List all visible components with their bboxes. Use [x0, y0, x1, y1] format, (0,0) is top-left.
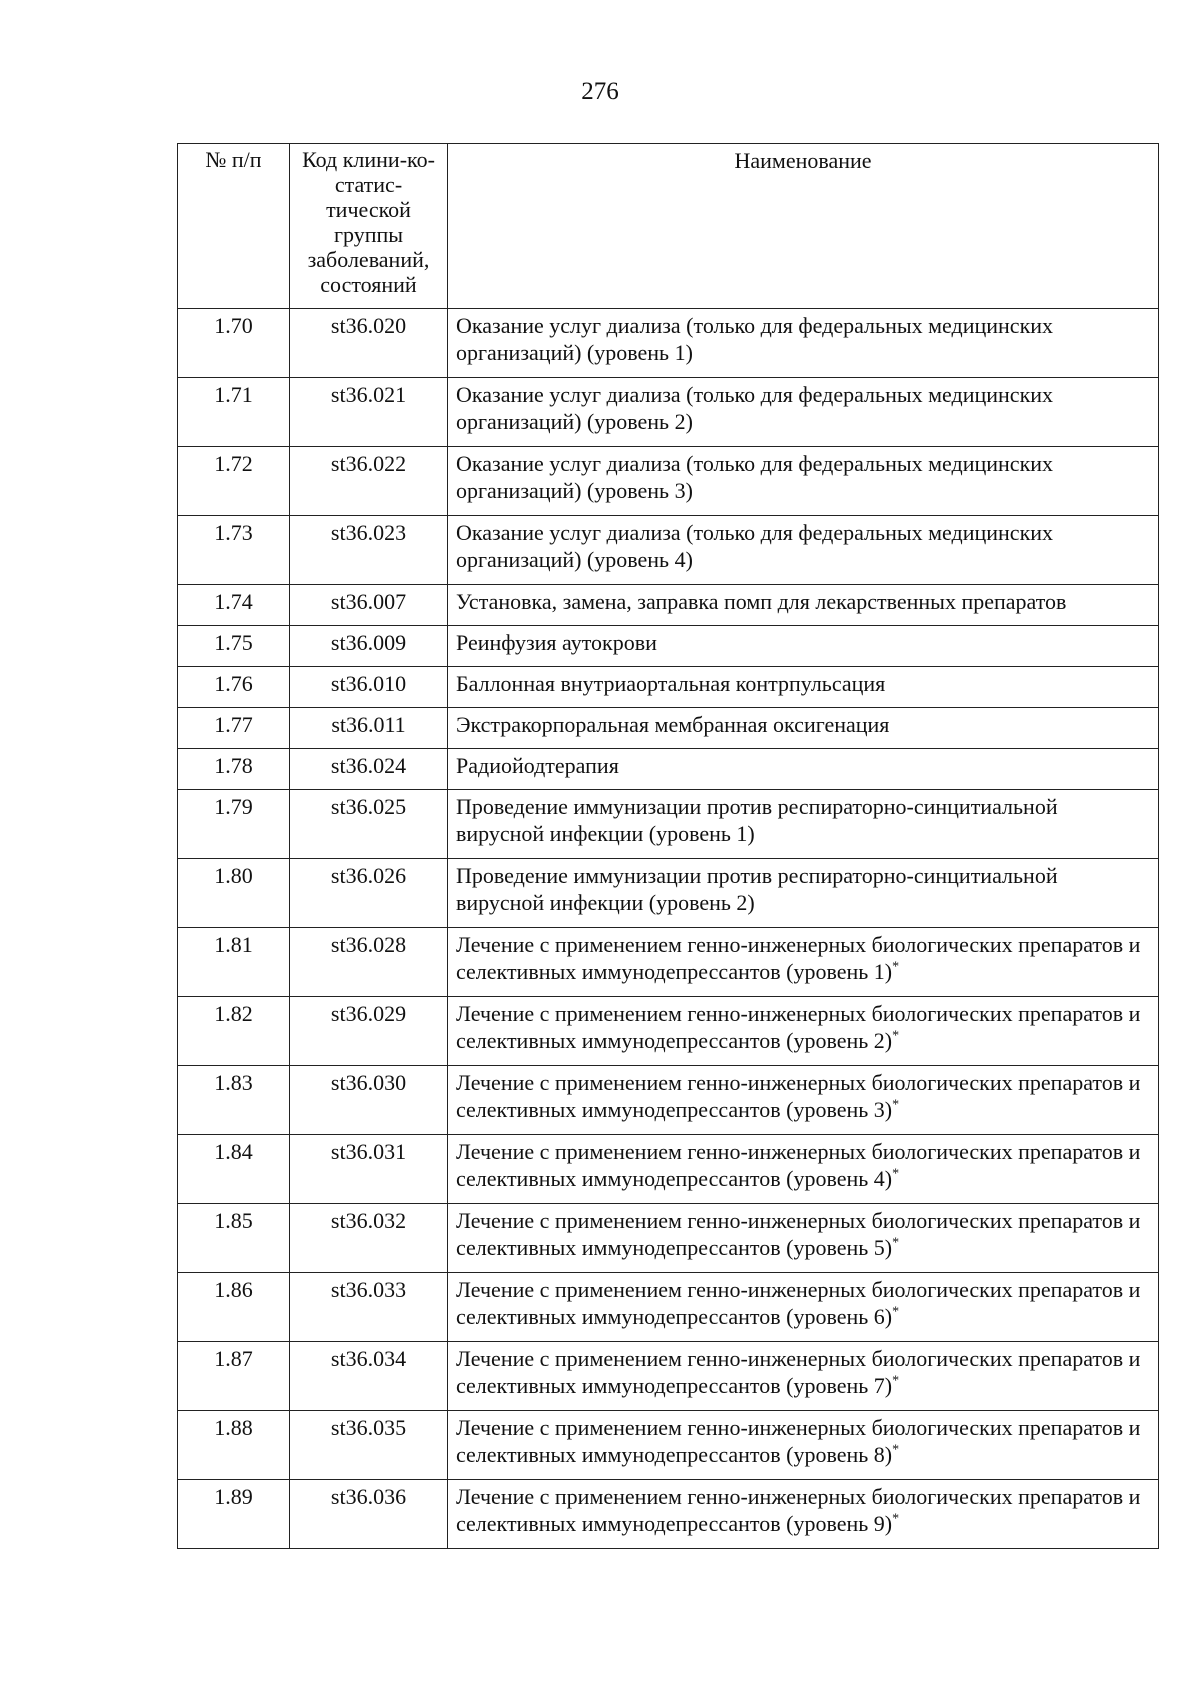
- row-number: 1.74: [178, 585, 290, 626]
- row-name-cell: [448, 378, 1159, 447]
- row-number: 1.84: [178, 1135, 290, 1204]
- row-name: Лечение с применением генно-инженерных биологических препаратов и селективных иммунодепрессантов (уровень 8): [456, 1415, 1141, 1467]
- row-name-cell: [448, 447, 1159, 516]
- row-code: st36.032: [290, 1204, 448, 1273]
- row-name: Установка, замена, заправка помп для лекарственных препаратов: [456, 589, 1067, 614]
- row-name: Реинфузия аутокрови: [456, 630, 657, 655]
- table-row: [178, 1480, 1159, 1549]
- row-name-cell: [448, 309, 1159, 378]
- table-row: [178, 378, 1159, 447]
- row-name-cell: [448, 928, 1159, 997]
- table-row: [178, 1342, 1159, 1411]
- row-name-cell: [448, 1273, 1159, 1342]
- table-row: [178, 749, 1159, 790]
- row-name: Проведение иммунизации против респираторно-синцитиальной вирусной инфекции (уровень 1): [456, 794, 1058, 846]
- table-row: [178, 516, 1159, 585]
- footnote-mark: *: [892, 1373, 900, 1389]
- row-number: 1.80: [178, 859, 290, 928]
- row-name-cell: [448, 859, 1159, 928]
- row-code: st36.024: [290, 749, 448, 790]
- row-number: 1.75: [178, 626, 290, 667]
- row-name: Оказание услуг диализа (только для федеральных медицинских организаций) (уровень 2): [456, 382, 1054, 434]
- table-row: [178, 1135, 1159, 1204]
- footnote-mark: *: [892, 1442, 900, 1458]
- row-number: 1.77: [178, 708, 290, 749]
- row-code: st36.011: [290, 708, 448, 749]
- row-name-cell: [448, 1411, 1159, 1480]
- table-row: [178, 585, 1159, 626]
- row-number: 1.72: [178, 447, 290, 516]
- row-number: 1.82: [178, 997, 290, 1066]
- row-code: st36.026: [290, 859, 448, 928]
- row-name: Лечение с применением генно-инженерных биологических препаратов и селективных иммунодепрессантов (уровень 6): [456, 1277, 1141, 1329]
- row-code: st36.025: [290, 790, 448, 859]
- row-number: 1.79: [178, 790, 290, 859]
- row-name: Лечение с применением генно-инженерных биологических препаратов и селективных иммунодепрессантов (уровень 9): [456, 1484, 1141, 1536]
- row-code: st36.010: [290, 667, 448, 708]
- row-name-cell: [448, 1066, 1159, 1135]
- page-number: 276: [581, 78, 619, 105]
- row-code: st36.020: [290, 309, 448, 378]
- kcg-table: [177, 143, 1159, 1549]
- row-name-cell: [448, 790, 1159, 859]
- table-row: [178, 859, 1159, 928]
- row-name: Радиойодтерапия: [456, 753, 619, 778]
- row-name: Оказание услуг диализа (только для федеральных медицинских организаций) (уровень 3): [456, 451, 1054, 503]
- row-code: st36.035: [290, 1411, 448, 1480]
- table-row: [178, 997, 1159, 1066]
- table-row: [178, 1204, 1159, 1273]
- row-number: 1.89: [178, 1480, 290, 1549]
- row-number: 1.73: [178, 516, 290, 585]
- row-name-cell: [448, 1480, 1159, 1549]
- footnote-mark: *: [892, 1304, 900, 1320]
- table-row: [178, 708, 1159, 749]
- table-row: [178, 790, 1159, 859]
- table-header-row: [178, 144, 1159, 309]
- row-name: Лечение с применением генно-инженерных биологических препаратов и селективных иммунодепрессантов (уровень 2): [456, 1001, 1141, 1053]
- row-name: Оказание услуг диализа (только для федеральных медицинских организаций) (уровень 1): [456, 313, 1054, 365]
- row-number: 1.78: [178, 749, 290, 790]
- row-name: Экстракорпоральная мембранная оксигенация: [456, 712, 890, 737]
- table-row: [178, 309, 1159, 378]
- row-code: st36.022: [290, 447, 448, 516]
- header-name: Наименование: [448, 144, 1159, 309]
- footnote-mark: *: [892, 1235, 900, 1251]
- row-name: Лечение с применением генно-инженерных биологических препаратов и селективных иммунодепрессантов (уровень 1): [456, 932, 1141, 984]
- row-name-cell: [448, 585, 1159, 626]
- row-number: 1.81: [178, 928, 290, 997]
- footnote-mark: *: [892, 1511, 900, 1527]
- row-name-cell: [448, 997, 1159, 1066]
- table-row: [178, 928, 1159, 997]
- table-row: [178, 1273, 1159, 1342]
- row-name-cell: [448, 516, 1159, 585]
- row-code: st36.029: [290, 997, 448, 1066]
- footnote-mark: *: [892, 1028, 900, 1044]
- row-number: 1.83: [178, 1066, 290, 1135]
- row-code: st36.021: [290, 378, 448, 447]
- row-code: st36.023: [290, 516, 448, 585]
- row-name-cell: [448, 1342, 1159, 1411]
- row-code: st36.034: [290, 1342, 448, 1411]
- row-name: Лечение с применением генно-инженерных биологических препаратов и селективных иммунодепрессантов (уровень 5): [456, 1208, 1141, 1260]
- row-name-cell: [448, 667, 1159, 708]
- row-number: 1.87: [178, 1342, 290, 1411]
- row-name: Проведение иммунизации против респираторно-синцитиальной вирусной инфекции (уровень 2): [456, 863, 1058, 915]
- header-number: № п/п: [178, 144, 290, 309]
- row-name: Лечение с применением генно-инженерных биологических препаратов и селективных иммунодепрессантов (уровень 3): [456, 1070, 1141, 1122]
- row-name: Оказание услуг диализа (только для федеральных медицинских организаций) (уровень 4): [456, 520, 1054, 572]
- row-number: 1.86: [178, 1273, 290, 1342]
- row-code: st36.030: [290, 1066, 448, 1135]
- row-code: st36.031: [290, 1135, 448, 1204]
- row-name: Баллонная внутриаортальная контрпульсация: [456, 671, 886, 696]
- table-body: [178, 309, 1159, 1549]
- row-name-cell: [448, 1135, 1159, 1204]
- footnote-mark: *: [892, 1097, 900, 1113]
- row-name-cell: [448, 749, 1159, 790]
- row-name: Лечение с применением генно-инженерных биологических препаратов и селективных иммунодепрессантов (уровень 7): [456, 1346, 1141, 1398]
- row-code: st36.009: [290, 626, 448, 667]
- row-code: st36.007: [290, 585, 448, 626]
- row-number: 1.85: [178, 1204, 290, 1273]
- table-row: [178, 1411, 1159, 1480]
- footnote-mark: *: [892, 959, 900, 975]
- row-name-cell: [448, 1204, 1159, 1273]
- row-number: 1.71: [178, 378, 290, 447]
- row-code: st36.036: [290, 1480, 448, 1549]
- row-code: st36.033: [290, 1273, 448, 1342]
- row-code: st36.028: [290, 928, 448, 997]
- footnote-mark: *: [892, 1166, 900, 1182]
- row-name-cell: [448, 626, 1159, 667]
- row-name-cell: [448, 708, 1159, 749]
- row-number: 1.76: [178, 667, 290, 708]
- table-row: [178, 1066, 1159, 1135]
- header-code: Код клини-ко-статис-тической группы заболеваний, состояний: [290, 144, 448, 309]
- table-row: [178, 626, 1159, 667]
- row-number: 1.88: [178, 1411, 290, 1480]
- row-number: 1.70: [178, 309, 290, 378]
- row-name: Лечение с применением генно-инженерных биологических препаратов и селективных иммунодепрессантов (уровень 4): [456, 1139, 1141, 1191]
- table-row: [178, 667, 1159, 708]
- table-row: [178, 447, 1159, 516]
